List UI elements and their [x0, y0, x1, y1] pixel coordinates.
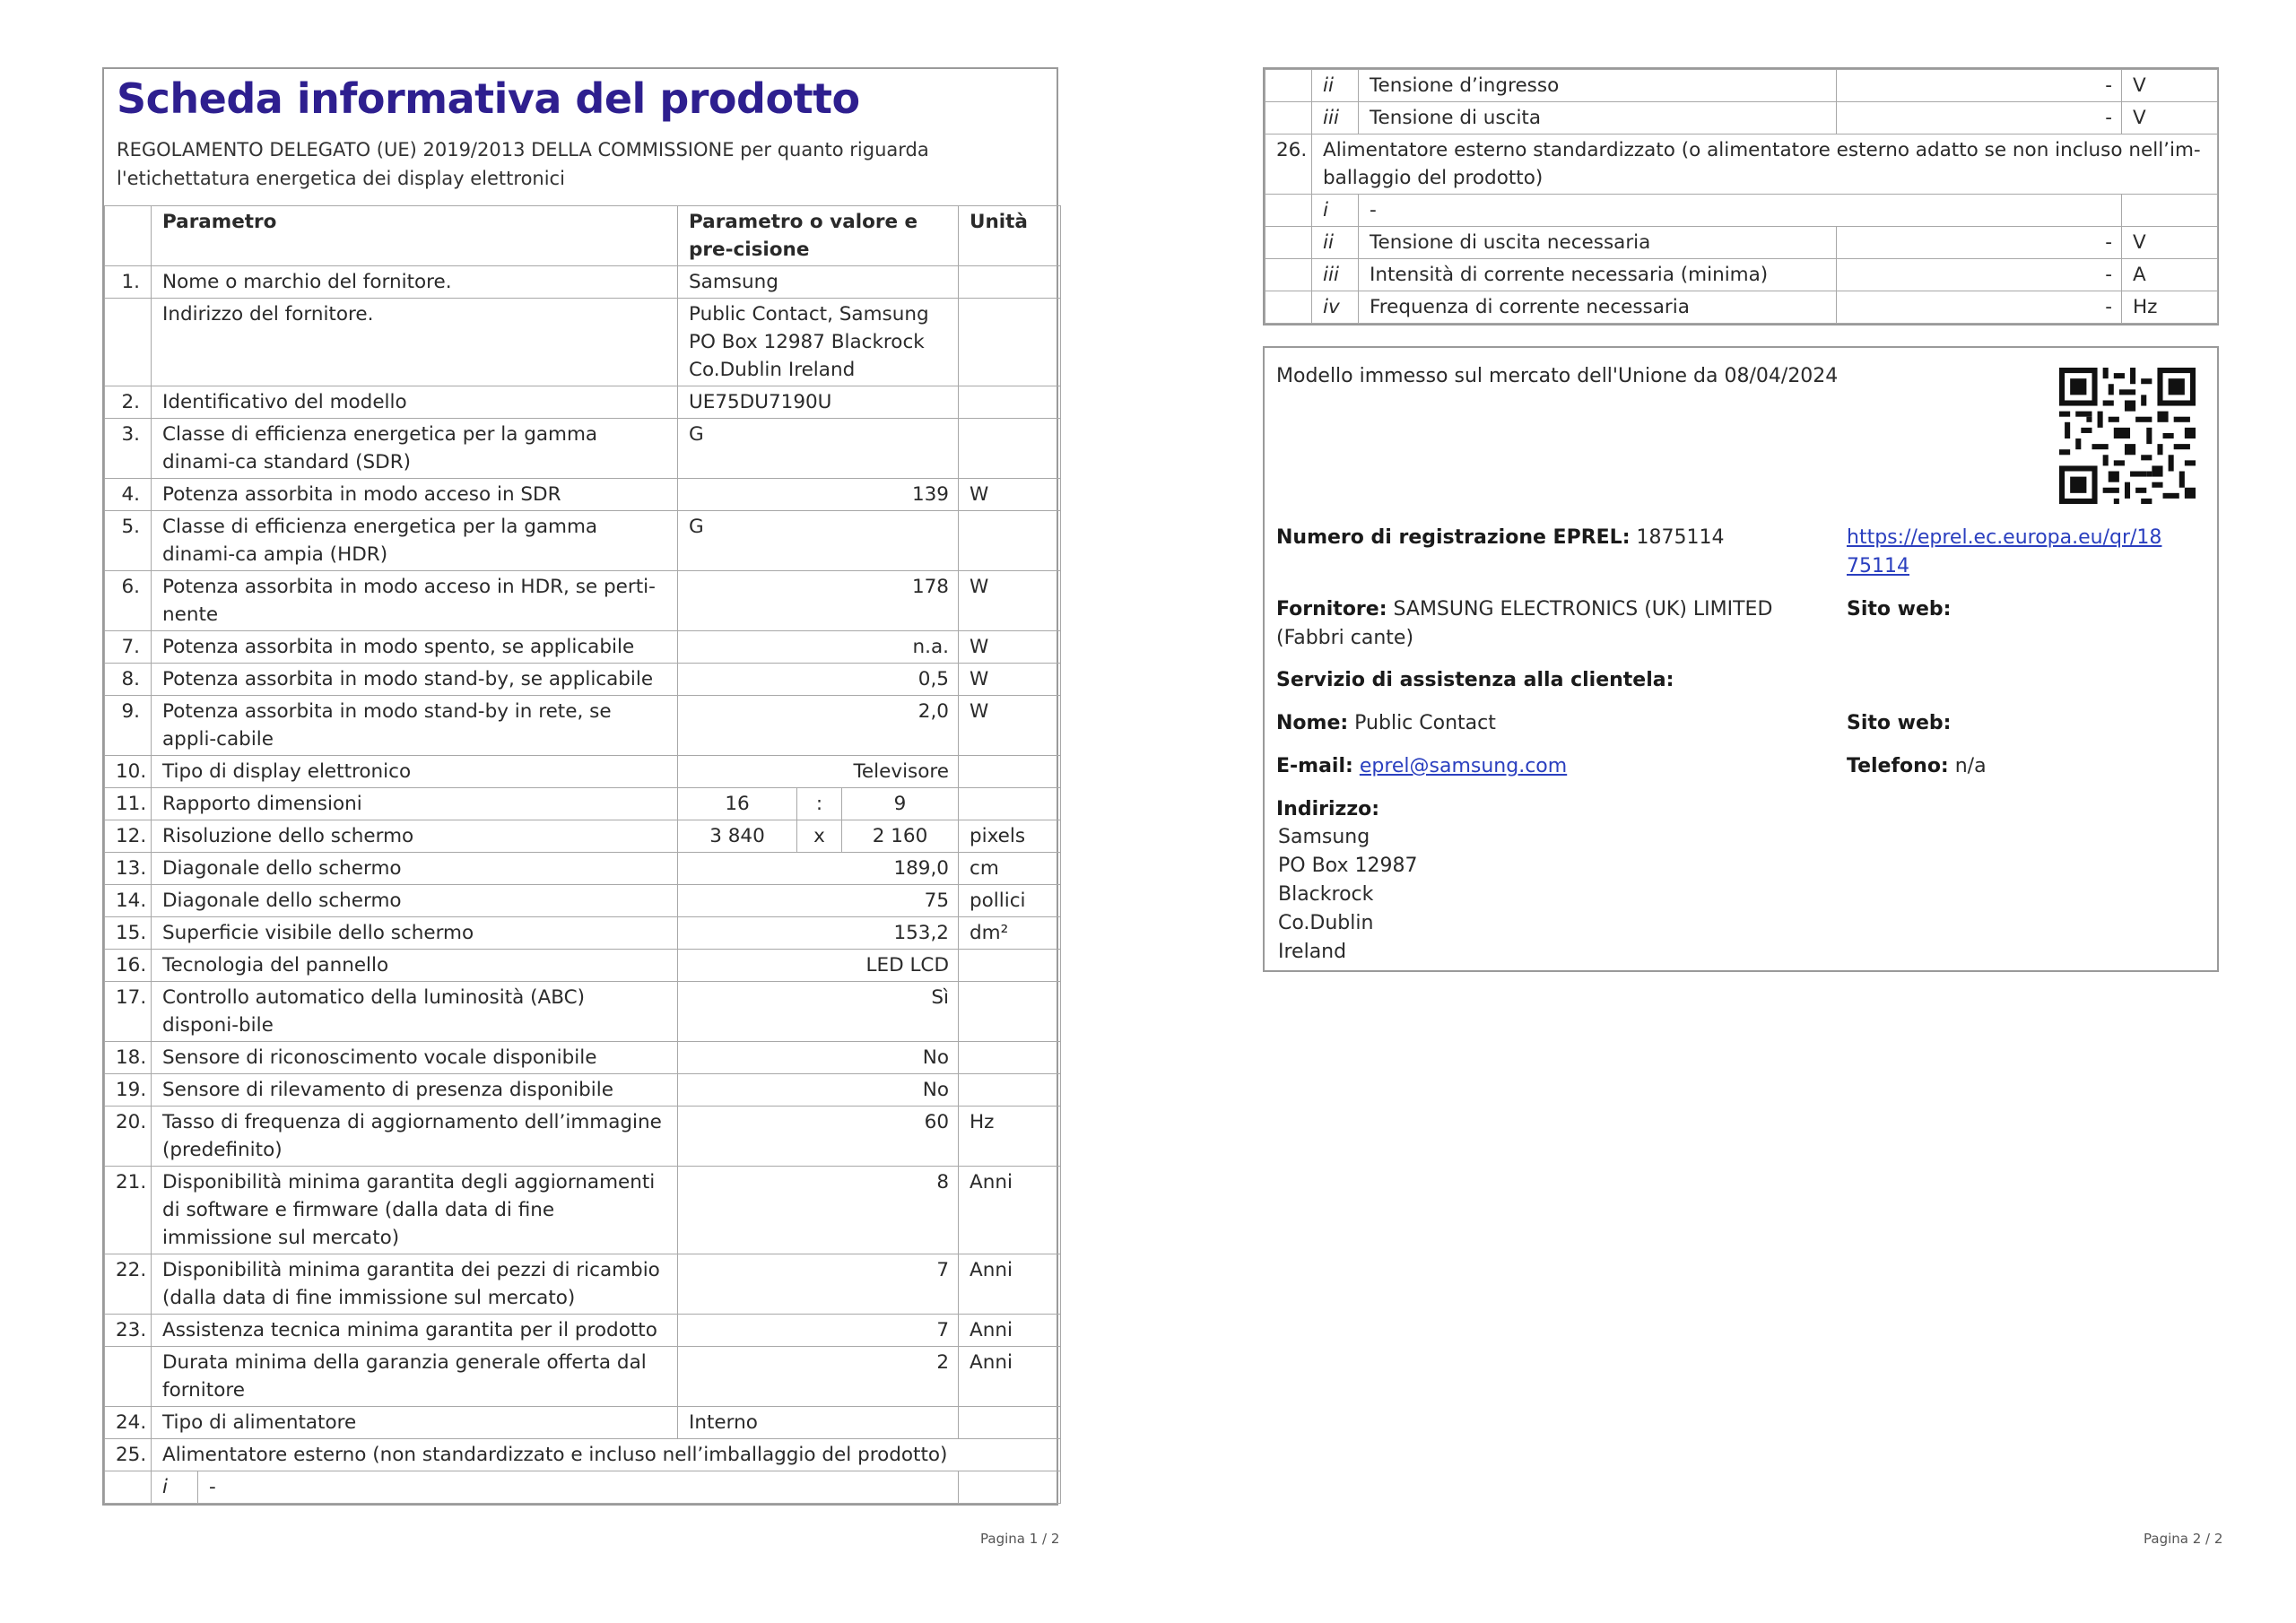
table-row: 12. Risoluzione dello schermo 3 840 x 2 160 pixels	[105, 820, 1061, 853]
address-line: PO Box 12987	[1278, 855, 1418, 877]
table-row: 19. Sensore di rilevamento di presenza disponibile No	[105, 1074, 1061, 1107]
table-row: 7. Potenza assorbita in modo spento, se applicabile n.a. W	[105, 631, 1061, 664]
supplier-info-box	[1263, 346, 2219, 972]
parameters-table	[104, 205, 1061, 1504]
contact-phone-row: Telefono: n/a	[1847, 755, 1987, 777]
table-row: 14. Diagonale dello schermo 75 pollici	[105, 885, 1061, 917]
table-row: iii Intensità di corrente necessaria (minima) - A	[1265, 259, 2218, 291]
table-row: 2. Identificativo del modello UE75DU7190U	[105, 386, 1061, 419]
table-row: 21. Disponibilità minima garantita degli aggiornamenti di software e firmware (dalla data di fine immissione sul mercato) 8 Anni	[105, 1167, 1061, 1254]
table-row: 6. Potenza assorbita in modo acceso in HDR, se perti-nente 178 W	[105, 571, 1061, 631]
table-row: 3. Classe di efficienza energetica per la gamma dinami-ca standard (SDR) G	[105, 419, 1061, 479]
email-link[interactable]: eprel@samsung.com	[1359, 755, 1568, 777]
address-label: Indirizzo:	[1276, 798, 1380, 820]
table-row: 11. Rapporto dimensioni 16 : 9	[105, 788, 1061, 820]
table-row: iii Tensione di uscita - V	[1265, 102, 2218, 135]
table-row: 4. Potenza assorbita in modo acceso in SDR 139 W	[105, 479, 1061, 511]
address-line: Blackrock	[1278, 883, 1374, 906]
service-heading: Servizio di assistenza alla clientela:	[1276, 669, 1674, 691]
table-row: i -	[105, 1471, 1061, 1504]
eprel-link[interactable]	[1847, 524, 2187, 581]
page-title: Scheda informativa del prodotto	[117, 74, 860, 123]
header-param: Parametro	[152, 206, 678, 266]
header-unit: Unità	[959, 206, 1061, 266]
contact-name-row: Nome: Public Contact	[1276, 712, 1496, 734]
product-sheet-page-2-table	[1263, 67, 2219, 325]
table-row: 5. Classe di efficienza energetica per la gamma dinami-ca ampia (HDR) G	[105, 511, 1061, 571]
table-row: 16. Tecnologia del pannello LED LCD	[105, 950, 1061, 982]
table-row: 17. Controllo automatico della luminosità (ABC) disponi-bile Sì	[105, 982, 1061, 1042]
supplier-web-label: Sito web:	[1847, 598, 1952, 621]
table-row: ii Tensione di uscita necessaria - V	[1265, 227, 2218, 259]
table-row: 25. Alimentatore esterno (non standardizzato e incluso nell’imballaggio del prodotto)	[105, 1439, 1061, 1471]
table-row: iv Frequenza di corrente necessaria - Hz	[1265, 291, 2218, 324]
table-row: 8. Potenza assorbita in modo stand-by, se applicabile 0,5 W	[105, 664, 1061, 696]
table-row: 9. Potenza assorbita in modo stand-by in rete, se appli-cabile 2,0 W	[105, 696, 1061, 756]
address-line: Samsung	[1278, 826, 1370, 848]
contact-web-label: Sito web:	[1847, 712, 1952, 734]
eprel-link-text[interactable]: https://eprel.ec.europa.eu/qr/18 75114	[1847, 526, 2162, 577]
page-number-2: Pagina 2 / 2	[2144, 1531, 2223, 1547]
table-row: ii Tensione d’ingresso - V	[1265, 70, 2218, 102]
table-row: 22. Disponibilità minima garantita dei pezzi di ricambio (dalla data di fine immissione sul mercato) 7 Anni	[105, 1254, 1061, 1315]
table-row: Indirizzo del fornitore. Public Contact, Samsung PO Box 12987 Blackrock Co.Dublin Ireland	[105, 299, 1061, 386]
table-row: 23. Assistenza tecnica minima garantita per il prodotto 7 Anni	[105, 1315, 1061, 1347]
table-header-row	[105, 206, 1061, 266]
table-row: 20. Tasso di frequenza di aggiornamento dell’immagine (predefinito) 60 Hz	[105, 1107, 1061, 1167]
table-row: 13. Diagonale dello schermo 189,0 cm	[105, 853, 1061, 885]
address-line: Co.Dublin	[1278, 912, 1374, 934]
table-row: Durata minima della garanzia generale offerta dal fornitore 2 Anni	[105, 1347, 1061, 1407]
table-row: 15. Superficie visibile dello schermo 153,2 dm²	[105, 917, 1061, 950]
table-row: i -	[1265, 195, 2218, 227]
power-supply-table	[1265, 69, 2218, 324]
table-row: 24. Tipo di alimentatore Interno	[105, 1407, 1061, 1439]
table-row: 18. Sensore di riconoscimento vocale disponibile No	[105, 1042, 1061, 1074]
supplier-row: Fornitore: SAMSUNG ELECTRONICS (UK) LIMITED (Fabbri cante)	[1276, 598, 1773, 649]
page-number-1: Pagina 1 / 2	[980, 1531, 1060, 1547]
qr-code-icon[interactable]	[2059, 368, 2196, 504]
address-block	[1278, 823, 1417, 967]
market-date-text: Modello immesso sul mercato dell'Unione da 08/04/2024	[1276, 365, 1839, 387]
table-row: 26. Alimentatore esterno standardizzato (o alimentatore esterno adatto se non incluso nell’im-ballaggio del prodotto)	[1265, 135, 2218, 195]
table-row: 1. Nome o marchio del fornitore. Samsung	[105, 266, 1061, 299]
regulation-subtitle: REGOLAMENTO DELEGATO (UE) 2019/2013 DELLA COMMISSIONE per quanto riguarda l'etichettatura energetica dei display elettronici	[117, 139, 929, 189]
table-row: 10. Tipo di display elettronico Televisore	[105, 756, 1061, 788]
product-sheet-page-1	[102, 67, 1058, 1506]
address-line: Ireland	[1278, 941, 1347, 963]
header-value: Parametro o valore e pre-cisione	[678, 206, 959, 266]
contact-email-row: E-mail: eprel@samsung.com	[1276, 755, 1568, 777]
eprel-row: Numero di registrazione EPREL: 1875114	[1276, 526, 1725, 549]
